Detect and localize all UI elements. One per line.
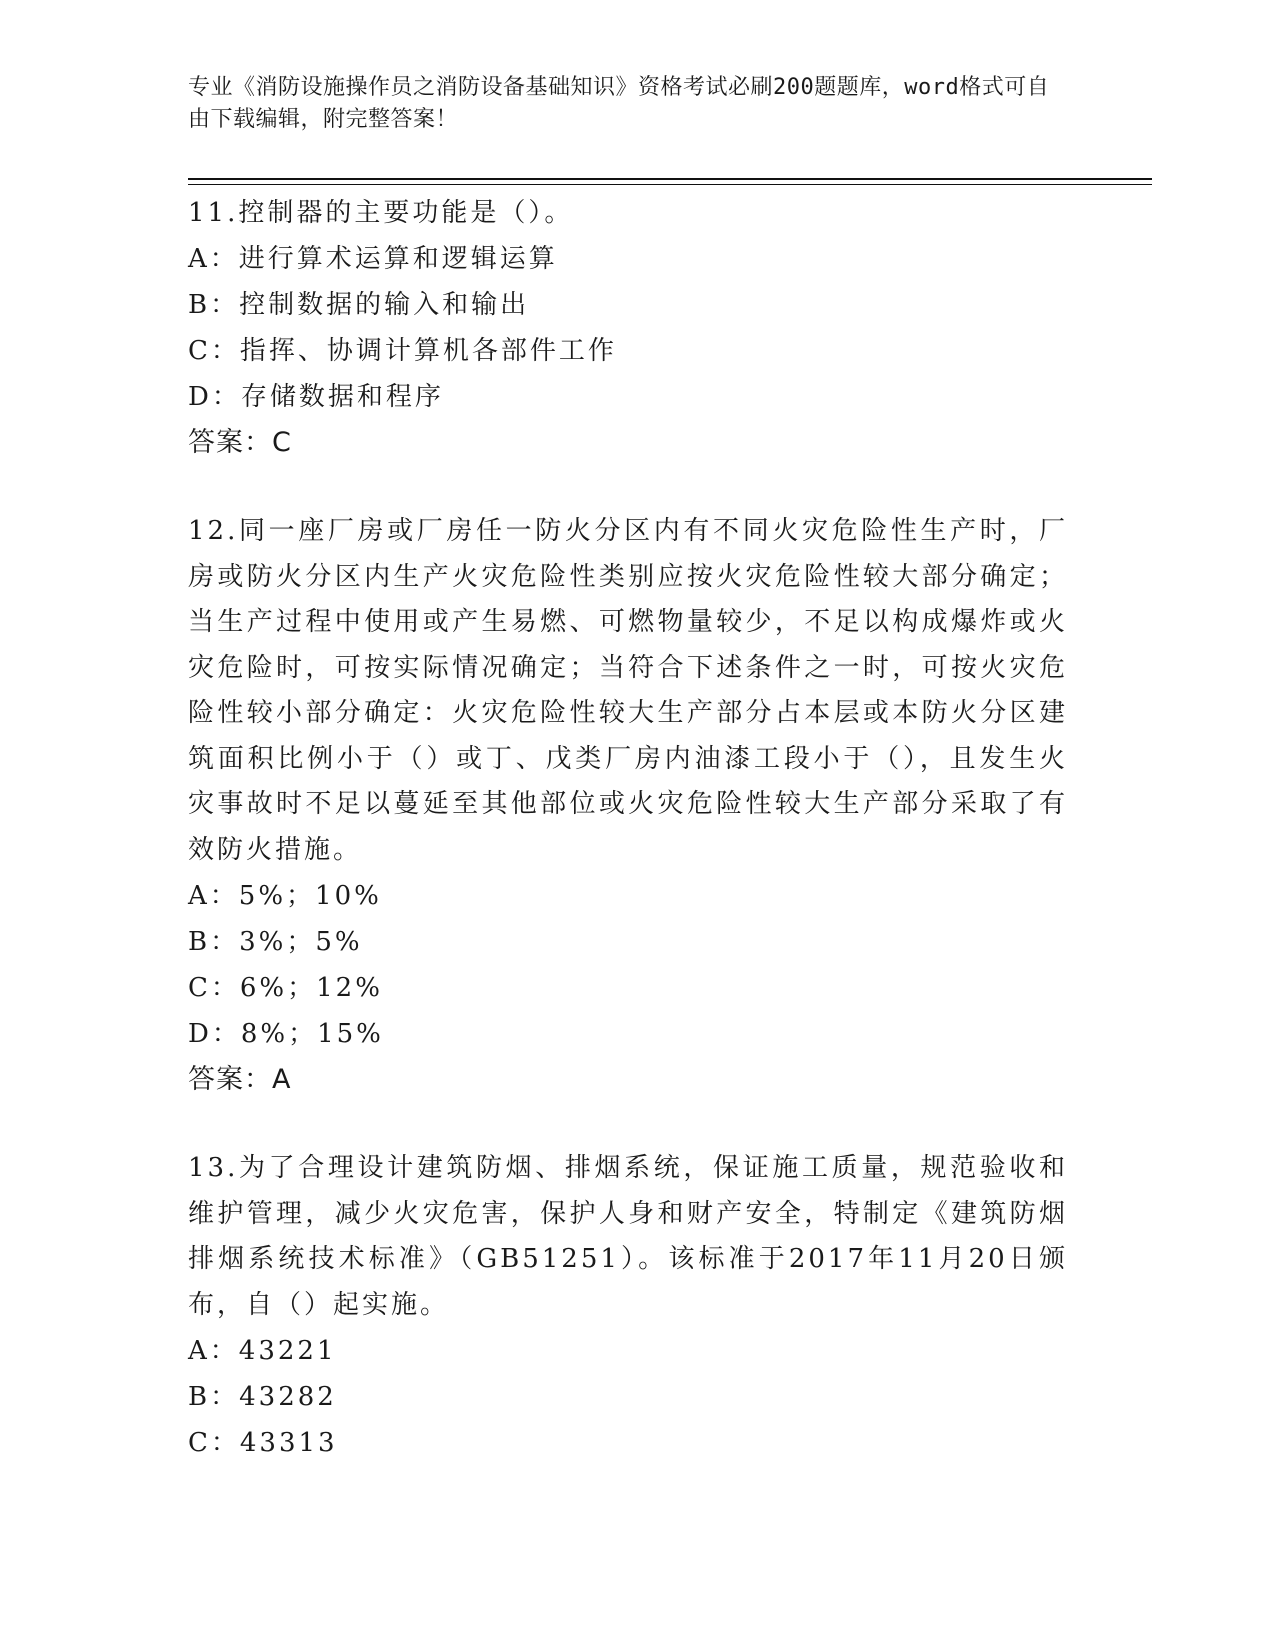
question-list	[188, 190, 1088, 1466]
question-13	[188, 1146, 1088, 1466]
question-stem: 11.控制器的主要功能是（）。	[188, 198, 574, 228]
question-spacer	[188, 1103, 1088, 1146]
question-12	[188, 509, 1088, 1103]
option-a: A：5%；10%	[188, 881, 382, 911]
answer-line: 答案：C	[188, 427, 292, 458]
question-stem: 12.同一座厂房或厂房任一防火分区内有不同火灾危险性生产时，厂房或防火分区内生产火灾危险性类别应按火灾危险性较大部分确定；当生产过程中使用或产生易燃、可燃物量较少，不足以构成爆炸或火灾危险时，可按实际情况确定；当符合下述条件之一时，可按火灾危险性较小部分确定：火灾危险性较大生产部分占本层或本防火分区建筑面积比例小于（）或丁、戊类厂房内油漆工段小于（），且发生火灾事故时不足以蔓延至其他部位或火灾危险性较大生产部分采取了有效防火措施。	[188, 516, 1068, 865]
option-d: D：8%；15%	[188, 1019, 384, 1049]
question-stem: 13.为了合理设计建筑防烟、排烟系统，保证施工质量，规范验收和维护管理，减少火灾危害，保护人身和财产安全，特制定《建筑防烟排烟系统技术标准》（GB51251）。该标准于2017年11月20日颁布，自（）起实施。	[188, 1153, 1068, 1320]
option-b: B：43282	[188, 1382, 337, 1412]
question-11	[188, 190, 1088, 466]
option-c: C：43313	[188, 1428, 338, 1458]
header-divider-thick	[188, 178, 1152, 180]
answer-line: 答案：A	[188, 1064, 292, 1095]
option-a: A：43221	[188, 1336, 337, 1366]
option-c: C：指挥、协调计算机各部件工作	[188, 336, 617, 366]
option-b: B：3%；5%	[188, 927, 363, 957]
option-d: D：存储数据和程序	[188, 382, 444, 412]
header-divider-thin	[188, 184, 1152, 185]
option-b: B：控制数据的输入和输出	[188, 290, 530, 320]
question-spacer	[188, 466, 1088, 509]
option-c: C：6%；12%	[188, 973, 383, 1003]
option-a: A：进行算术运算和逻辑运算	[188, 244, 558, 274]
page-header: 专业《消防设施操作员之消防设备基础知识》资格考试必刷200题题库，word格式可自由下载编辑，附完整答案！	[188, 75, 1050, 132]
